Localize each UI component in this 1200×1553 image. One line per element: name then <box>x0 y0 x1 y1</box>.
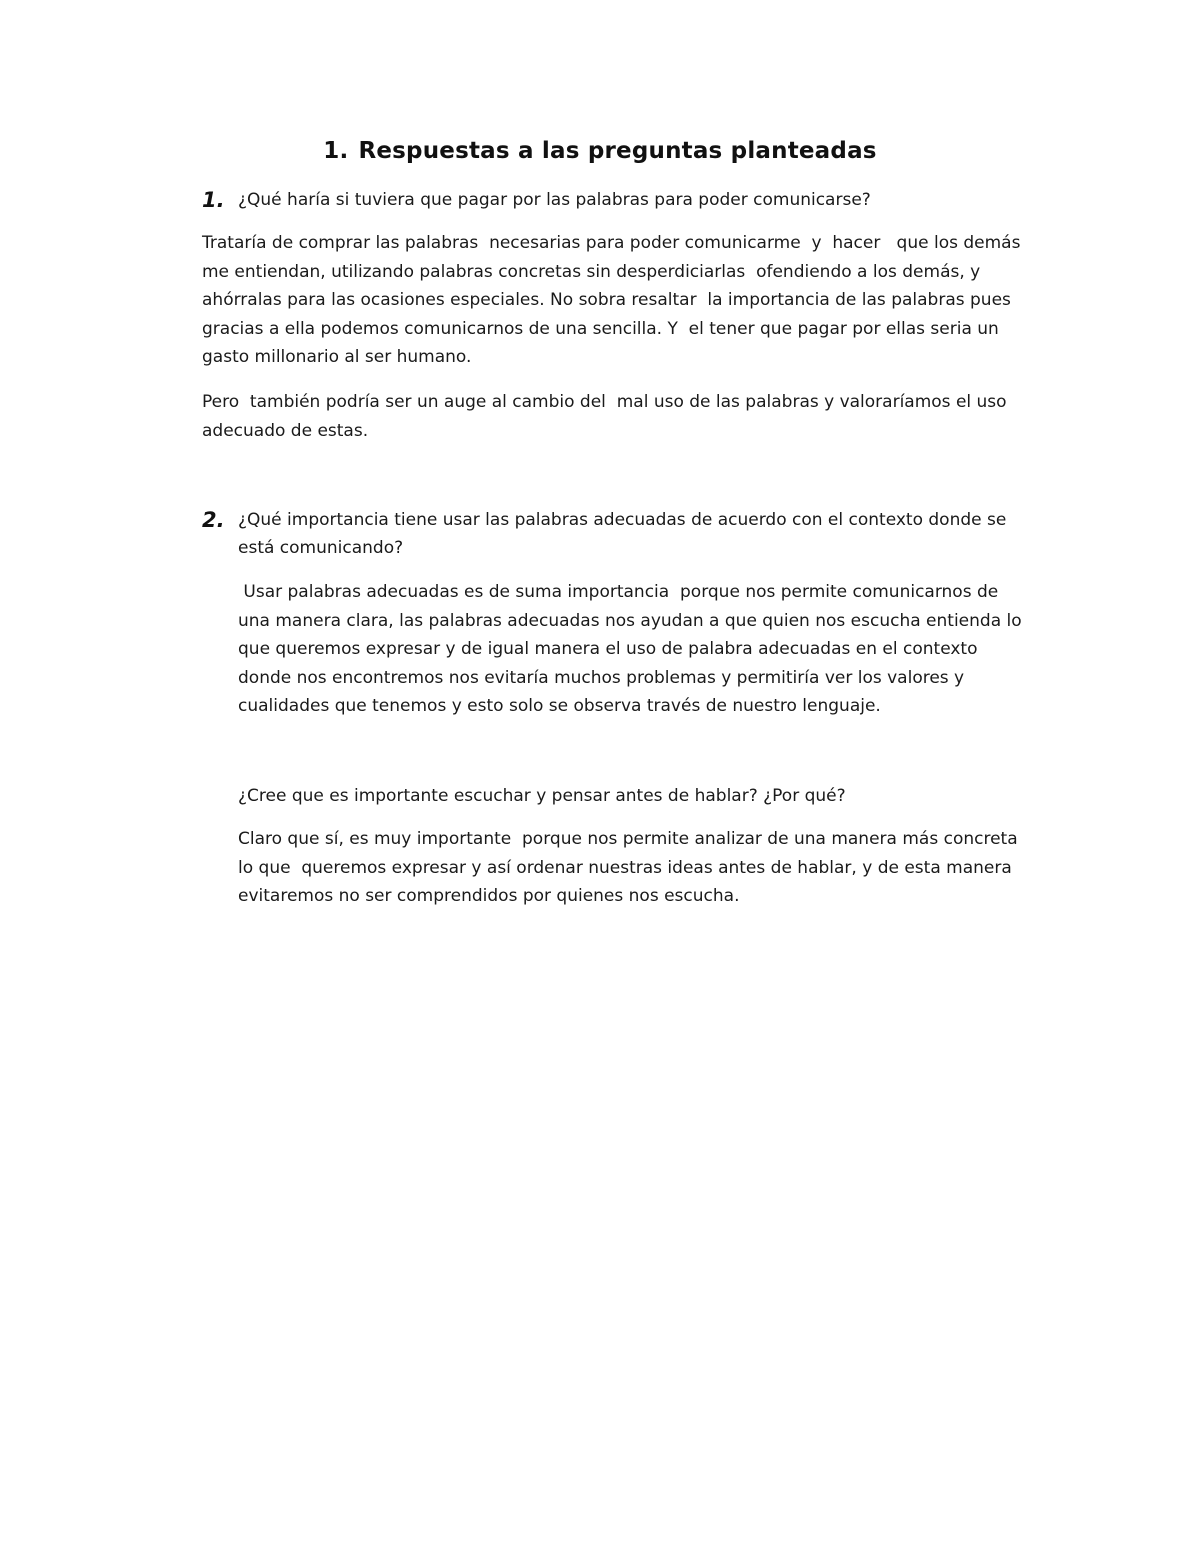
page-title <box>0 138 1200 164</box>
answer-1-paragraph-2: Pero también podría ser un auge al cambio del mal uso de las palabras y valoraríamos el uso adecuado de estas. <box>202 392 1007 441</box>
question-3 <box>238 782 846 810</box>
question-2-number: 2. <box>202 508 225 532</box>
question-1-number: 1. <box>202 188 225 212</box>
question-2-text: ¿Qué importancia tiene usar las palabras adecuadas de acuerdo con el contexto donde se está comunicando? <box>238 510 1007 558</box>
question-3-text: ¿Cree que es importante escuchar y pensar antes de hablar? ¿Por qué? <box>238 786 846 806</box>
question-1-text: ¿Qué haría si tuviera que pagar por las palabras para poder comunicarse? <box>238 190 871 210</box>
title-number: 1. <box>323 138 349 164</box>
answer-2-paragraph-1: Usar palabras adecuadas es de suma importancia porque nos permite comunicarnos de una manera clara, las palabras adecuadas nos ayudan a que quien nos escucha entienda lo que queremos expresar y de igual manera el uso de palabra adecuadas en el contexto donde nos encontremos nos evitaría muchos problemas y permitiría ver los valores y cualidades que tenemos y esto solo se observa través de nuestro lenguaje. <box>238 582 1022 716</box>
answer-1-paragraph-1: Trataría de comprar las palabras necesarias para poder comunicarme y hacer que los demás me entiendan, utilizando palabras concretas sin desperdiciarlas ofendiendo a los demás, y ahórralas para las ocasiones especiales. No sobra resaltar la importancia de las palabras pues gracias a ella podemos comunicarnos de una sencilla. Y el tener que pagar por ellas seria un gasto millonario al ser humano. <box>202 233 1021 367</box>
answer-3-paragraph-1: Claro que sí, es muy importante porque nos permite analizar de una manera más concreta lo que queremos expresar y así ordenar nuestras ideas antes de hablar, y de esta manera evitaremos no ser comprendidos por quienes nos escucha. <box>238 829 1018 906</box>
question-1 <box>202 186 871 214</box>
title-text: Respuestas a las preguntas planteadas <box>358 138 877 164</box>
question-2 <box>202 506 1038 562</box>
